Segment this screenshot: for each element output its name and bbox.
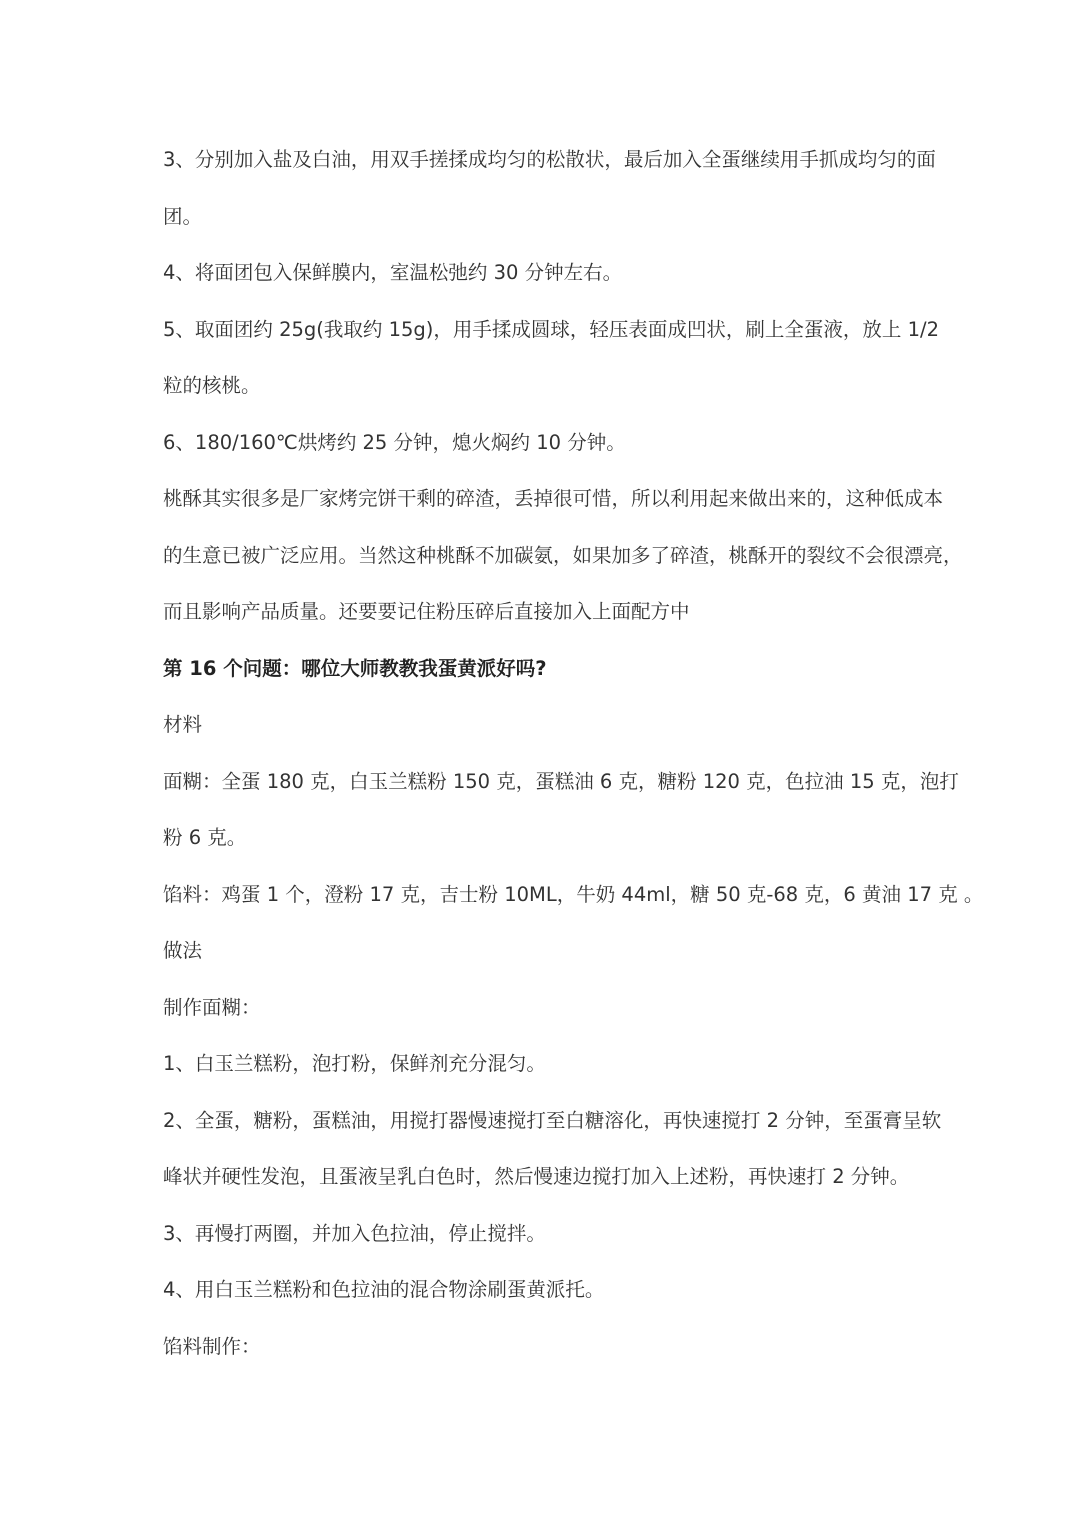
paragraph-line: 1、白玉兰糕粉，泡打粉，保鲜剂充分混匀。 [163, 1052, 546, 1075]
paragraph-line: 3、再慢打两圈，并加入色拉油，停止搅拌。 [163, 1221, 546, 1245]
paragraph-line: 团。 [163, 204, 203, 228]
paragraph-line: 制作面糊： [163, 995, 261, 1019]
paragraph-line: 粉 6 克。 [163, 826, 247, 849]
paragraph-line: 材料 [163, 713, 203, 736]
paragraph-line: 峰状并硬性发泡，且蛋液呈乳白色时，然后慢速边搅打加入上述粉，再快速打 2 分钟。 [163, 1165, 910, 1188]
paragraph-line: 的生意已被广泛应用。当然这种桃酥不加碳氨，如果加多了碎渣，桃酥开的裂纹不会很漂亮， [163, 543, 963, 567]
paragraph-line: 馅料制作： [163, 1334, 261, 1358]
paragraph-line: 4、将面团包入保鲜膜内，室温松弛约 30 分钟左右。 [163, 261, 623, 284]
paragraph-line: 面糊：全蛋 180 克，白玉兰糕粉 150 克，蛋糕油 6 克，糖粉 120 克，色拉油 15 克，泡打 [163, 769, 959, 793]
paragraph-line: 馅料：鸡蛋 1 个，澄粉 17 克，吉士粉 10ML，牛奶 44ml，糖 50 克-68 克，6 黄油 17 克 。 [163, 882, 984, 906]
paragraph-line: 4、用白玉兰糕粉和色拉油的混合物涂刷蛋黄派托。 [163, 1278, 605, 1301]
paragraph-line: 粒的核桃。 [163, 374, 261, 397]
paragraph-line: 6、180/160℃烘烤约 25 分钟，熄火焖约 10 分钟。 [163, 430, 626, 454]
section-heading: 第 16 个问题：哪位大师教教我蛋黄派好吗? [163, 656, 547, 680]
paragraph-line: 而且影响产品质量。还要要记住粉压碎后直接加入上面配方中 [163, 600, 690, 623]
paragraph-line: 5、取面团约 25g(我取约 15g)，用手揉成圆球，轻压表面成凹状，刷上全蛋液，放上 1/2 [163, 317, 939, 341]
paragraph-line: 桃酥其实很多是厂家烤完饼干剩的碎渣，丢掉很可惜，所以利用起来做出来的，这种低成本 [163, 487, 944, 510]
paragraph-line: 2、全蛋，糖粉，蛋糕油，用搅打器慢速搅打至白糖溶化，再快速搅打 2 分钟，至蛋膏呈软 [163, 1108, 942, 1132]
document-body [163, 136, 984, 1379]
paragraph-line: 做法 [163, 939, 203, 962]
paragraph-line: 3、分别加入盐及白油，用双手搓揉成均匀的松散状，最后加入全蛋继续用手抓成均匀的面 [163, 148, 936, 171]
